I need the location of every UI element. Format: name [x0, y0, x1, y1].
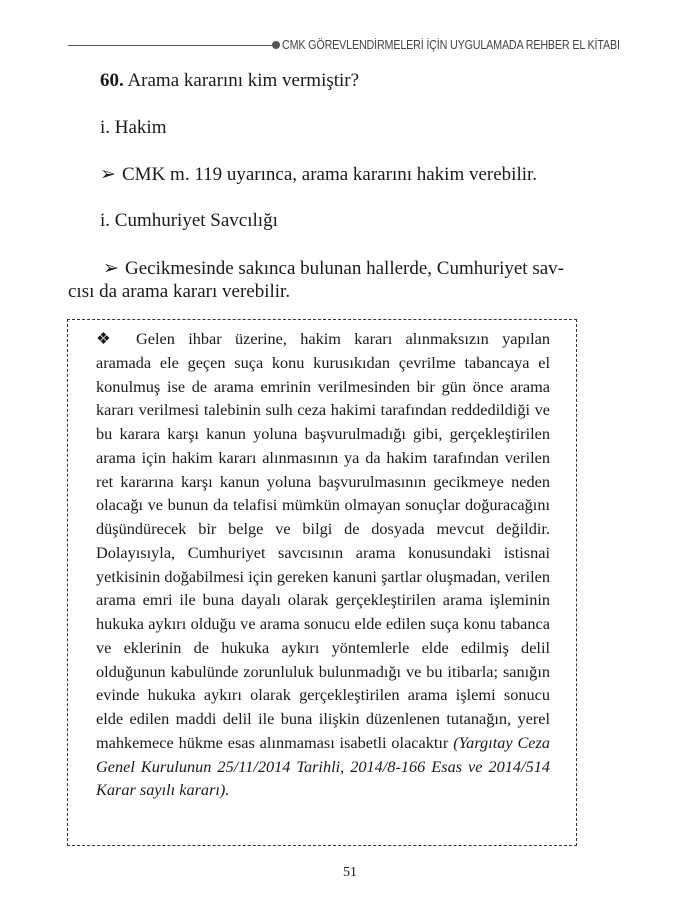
note-hakim: ➢ CMK m. 119 uyarınca, arama kararını hakim verebilir.: [100, 164, 538, 185]
page-number: 51: [343, 865, 357, 880]
option-savcilik: i. Cumhuriyet Savcılığı: [100, 210, 278, 231]
option-hakim: i. Hakim: [100, 117, 167, 138]
header-rule: [68, 45, 274, 46]
running-header: CMK GÖREVLENDİRMELERİ İÇİN UYGULAMADA REHBER EL KİTABI: [282, 38, 620, 52]
note-savcilik-line1: ➢ Gecikmesinde sakınca bulunan hallerde, Cumhuriyet sav-: [103, 258, 564, 279]
question-number: 60.: [100, 70, 124, 91]
case-law-citation: (Yargıtay Ceza Genel Kurulunun 25/11/2014 Tarihli, 2014/8-166 Esas ve 2014/514 Karar sayılı kararı).: [96, 732, 551, 800]
question: [100, 70, 359, 92]
header-dot-icon: [272, 41, 280, 49]
arrow-bullet-icon: ➢: [100, 164, 116, 185]
question-text: Arama kararını kim vermiştir?: [127, 70, 360, 91]
note-savcilik-line2: cısı da arama kararı verebilir.: [68, 281, 291, 302]
case-law-text: [96, 327, 550, 802]
arrow-bullet-icon: ➢: [103, 258, 119, 279]
four-diamond-bullet-icon: ❖: [96, 329, 111, 348]
case-law-body: Gelen ihbar üzerine, hakim kararı alınmaksızın yapılan aramada ele geçen suça konu kurusıkıdan çevrilme tabancaya el konulmuş ise de arama emrinin verilmesinden bir gün önce arama kararı verilmesi talebinin sulh ceza hakimi tarafından reddedildiği ve bu karara karşı kanun yoluna başvurulmadığı gibi, gerçekleştirilen arama için hakim kararı alınmasının ya da hakim tarafından verilen ret kararına karşı kanun yoluna başvurulmasının gecikmeye neden olacağı ve bunun da telafisi mümkün olmayan sonuçlar doğuracağını düşündürecek bir belge ve bilgi de dosyada mevcut değildir. Dolayısıyla, Cumhuriyet savcısının arama konusundaki istisnai yetkisinin doğabilmesi için gereken kanuni şartlar oluşmadan, verilen arama emri ile buna dayalı olarak gerçekleştirilen arama işleminin hukuka aykırı olduğu ve arama sonucu elde edilen suça konu tabanca ve eklerinin de hukuka aykırı yöntemlerle elde edilmiş delil olduğunun kabulünde zorunluluk bulunmadığı ve bu itibarla; sanığın evinde hukuka aykırı olarak gerçekleştirilen arama işlemi sonucu elde edilen maddi delil ile buna ilişkin düzenlenen tutanağın, yerel mahkemece hükme esas alınmaması isabetli olacaktır: [96, 329, 550, 752]
